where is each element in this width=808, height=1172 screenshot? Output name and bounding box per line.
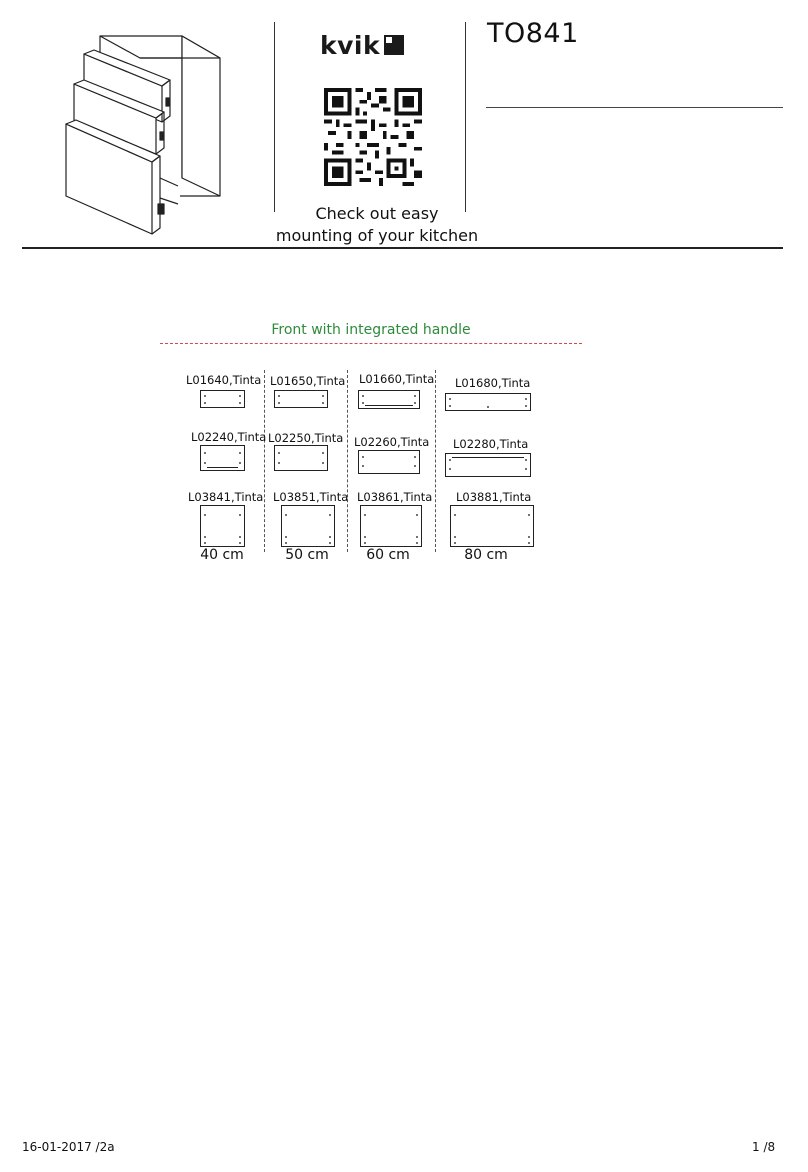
front-panel <box>445 393 531 411</box>
header-rule <box>22 247 783 249</box>
brand-name: kvik <box>320 30 381 60</box>
column-separator <box>435 370 436 552</box>
mounting-link-text <box>268 203 486 247</box>
front-panel <box>445 453 531 477</box>
part-label: L02240,Tinta <box>191 430 267 444</box>
front-panel <box>358 450 420 474</box>
section-dashed-rule <box>160 343 582 344</box>
front-panel <box>200 445 245 471</box>
front-panel <box>274 390 328 408</box>
header-divider-left <box>274 22 275 212</box>
front-panel <box>274 445 328 471</box>
brand-square-icon <box>384 35 404 55</box>
part-label: L02250,Tinta <box>268 431 344 445</box>
cta-line-2: mounting of your kitchen <box>275 226 479 245</box>
part-label: L03851,Tinta <box>273 490 349 504</box>
part-label: L02280,Tinta <box>453 437 529 451</box>
width-label: 50 cm <box>285 547 329 563</box>
section-title: Front with integrated handle <box>271 322 471 338</box>
cabinet-drawing <box>62 28 230 240</box>
part-label: L01650,Tinta <box>270 374 346 388</box>
model-number: TO841 <box>487 18 579 49</box>
cta-line-1: Check out easy <box>315 204 439 223</box>
part-label: L03881,Tinta <box>456 490 532 504</box>
width-label: 40 cm <box>200 547 244 563</box>
part-label: L01640,Tinta <box>186 373 262 387</box>
part-label: L01680,Tinta <box>455 376 531 390</box>
front-panel <box>281 505 335 547</box>
header-divider-right <box>465 22 466 212</box>
part-label: L02260,Tinta <box>354 435 430 449</box>
part-label: L03861,Tinta <box>357 490 433 504</box>
column-separator <box>264 370 265 552</box>
front-panel <box>450 505 534 547</box>
front-panel <box>360 505 422 547</box>
front-panel <box>200 505 245 547</box>
part-label: L03841,Tinta <box>188 490 264 504</box>
front-panel <box>200 390 245 408</box>
footer-page-number: 1 /8 <box>752 1140 776 1154</box>
footer-date-revision: 16-01-2017 /2a <box>22 1140 115 1154</box>
front-panel <box>358 390 420 409</box>
width-label: 60 cm <box>366 547 410 563</box>
qr-code-icon[interactable] <box>324 88 422 186</box>
model-underline <box>486 107 783 108</box>
part-label: L01660,Tinta <box>359 372 435 386</box>
brand-logo <box>320 28 420 62</box>
width-label: 80 cm <box>464 547 508 563</box>
column-separator <box>347 370 348 552</box>
